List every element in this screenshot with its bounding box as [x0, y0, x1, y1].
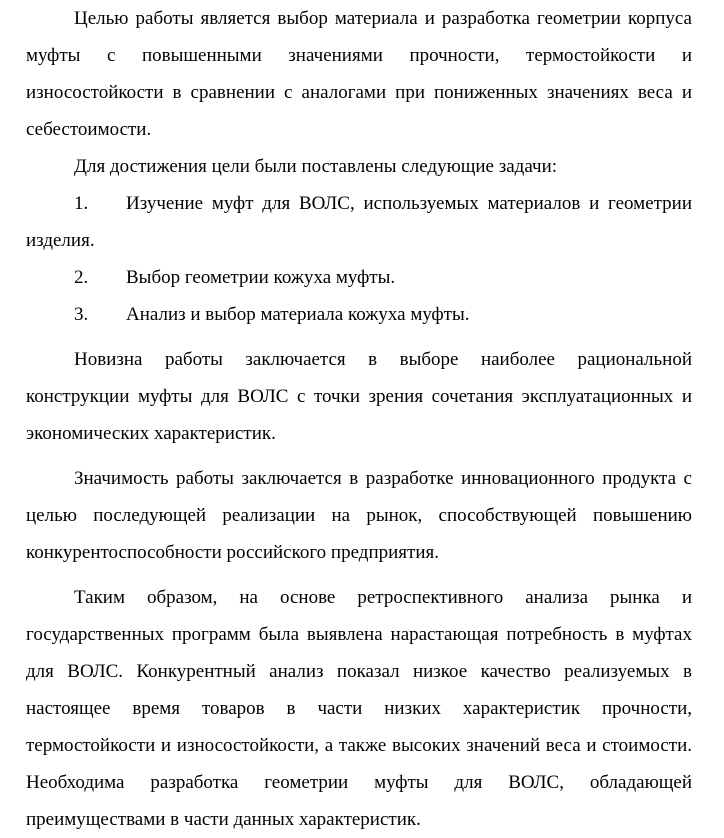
list-item	[26, 185, 692, 259]
tasks-intro-paragraph: Для достижения цели были поставлены следующие задачи:	[74, 156, 558, 177]
list-item	[26, 259, 692, 296]
list-item	[26, 296, 692, 333]
list-item-number: 3.	[74, 304, 89, 325]
list-item-text: Изучение муфт для ВОЛС, используемых материалов и геометрии изделия.	[26, 193, 692, 251]
document-page	[26, 0, 692, 838]
list-item-number: 2.	[74, 267, 89, 288]
list-item-number: 1.	[74, 193, 89, 214]
novelty-paragraph: Новизна работы заключается в выборе наиболее рациональной конструкции муфты для ВОЛС с точки зрения сочетания эксплуатационных и экономических характеристик.	[26, 349, 692, 444]
list-item-text: Выбор геометрии кожуха муфты.	[126, 267, 396, 288]
conclusion-paragraph: Таким образом, на основе ретроспективного анализа рынка и государственных программ была выявлена нарастающая потребность в муфтах для ВОЛС. Конкурентный анализ показал низкое качество реализуемых в настоящее время товаров в части низких характеристик прочности, термостойкости и износостойкости, а также высоких значений веса и стоимости. Необходима разработка геометрии муфты для ВОЛС, обладающей преимуществами в части данных характеристик.	[26, 587, 692, 830]
list-item-text: Анализ и выбор материала кожуха муфты.	[126, 304, 470, 325]
goal-paragraph: Целью работы является выбор материала и разработка геометрии корпуса муфты с повышенными значениями прочности, термостойкости и износостойкости в сравнении с аналогами при пониженных значениях веса и себестоимости.	[26, 8, 692, 140]
significance-paragraph: Значимость работы заключается в разработке инновационного продукта с целью последующей реализации на рынок, способствующей повышению конкурентоспособности российского предприятия.	[26, 468, 692, 563]
